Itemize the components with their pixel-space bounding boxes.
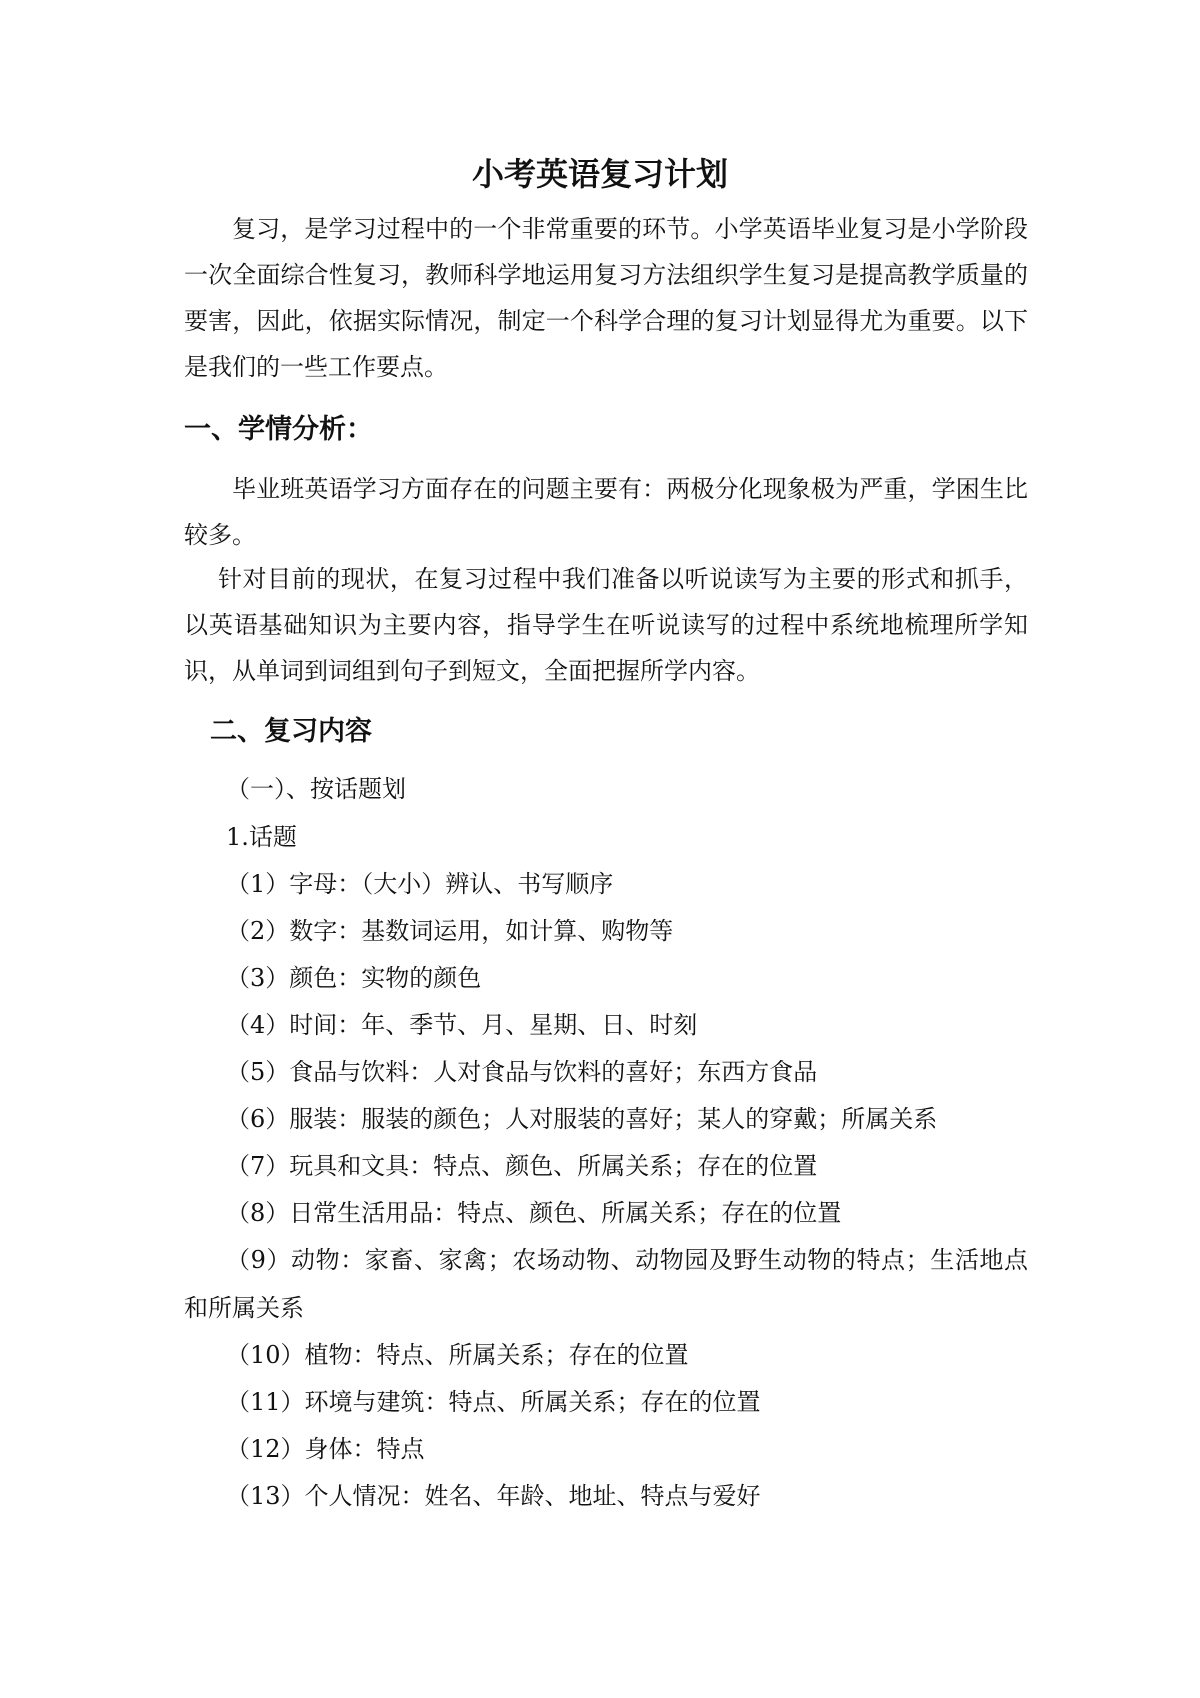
section-heading-analysis: 一、学情分析： bbox=[184, 414, 373, 445]
list-item: （3）颜色：实物的颜色 bbox=[226, 964, 482, 992]
list-item: （4）时间：年、季节、月、星期、日、时刻 bbox=[226, 1011, 698, 1039]
list-item: （7）玩具和文具：特点、颜色、所属关系；存在的位置 bbox=[226, 1152, 818, 1180]
list-item: （11）环境与建筑：特点、所属关系；存在的位置 bbox=[226, 1388, 761, 1416]
list-item: （10）植物：特点、所属关系；存在的位置 bbox=[226, 1341, 689, 1369]
list-item: （9）动物：家畜、家禽；农场动物、动物园及野生动物的特点；生活地点和所属关系 bbox=[184, 1246, 1028, 1322]
list-item: （2）数字：基数词运用，如计算、购物等 bbox=[226, 917, 674, 945]
document-title: 小考英语复习计划 bbox=[471, 155, 728, 193]
analysis-paragraph-2: 针对目前的现状，在复习过程中我们准备以听说读写为主要的形式和抓手，以英语基础知识为主要内容，指导学生在听说读写的过程中系统地梳理所学知识，从单词到词组到句子到短文，全面把握所学内容。 bbox=[184, 565, 1028, 685]
subsection-heading: （一）、按话题划 bbox=[226, 775, 406, 803]
list-item: （6）服装：服装的颜色；人对服装的喜好；某人的穿戴；所属关系 bbox=[226, 1105, 938, 1133]
list-item: （1）字母：（大小）辨认、书写顺序 bbox=[226, 870, 614, 898]
list-item: （12）身体：特点 bbox=[226, 1435, 425, 1463]
intro-paragraph: 复习，是学习过程中的一个非常重要的环节。小学英语毕业复习是小学阶段一次全面综合性复习，教师科学地运用复习方法组织学生复习是提高教学质量的要害，因此，依据实际情况，制定一个科学合理的复习计划显得尤为重要。以下是我们的一些工作要点。 bbox=[184, 215, 1028, 381]
list-item: （13）个人情况：姓名、年龄、地址、特点与爱好 bbox=[226, 1482, 761, 1510]
analysis-paragraph-1: 毕业班英语学习方面存在的问题主要有：两极分化现象极为严重，学困生比较多。 bbox=[184, 475, 1028, 549]
list-item: （5）食品与饮料：人对食品与饮料的喜好；东西方食品 bbox=[226, 1058, 818, 1086]
list-item: （8）日常生活用品：特点、颜色、所属关系；存在的位置 bbox=[226, 1199, 842, 1227]
section-heading-content: 二、复习内容 bbox=[210, 716, 372, 747]
topic-label: 1.话题 bbox=[226, 823, 297, 851]
